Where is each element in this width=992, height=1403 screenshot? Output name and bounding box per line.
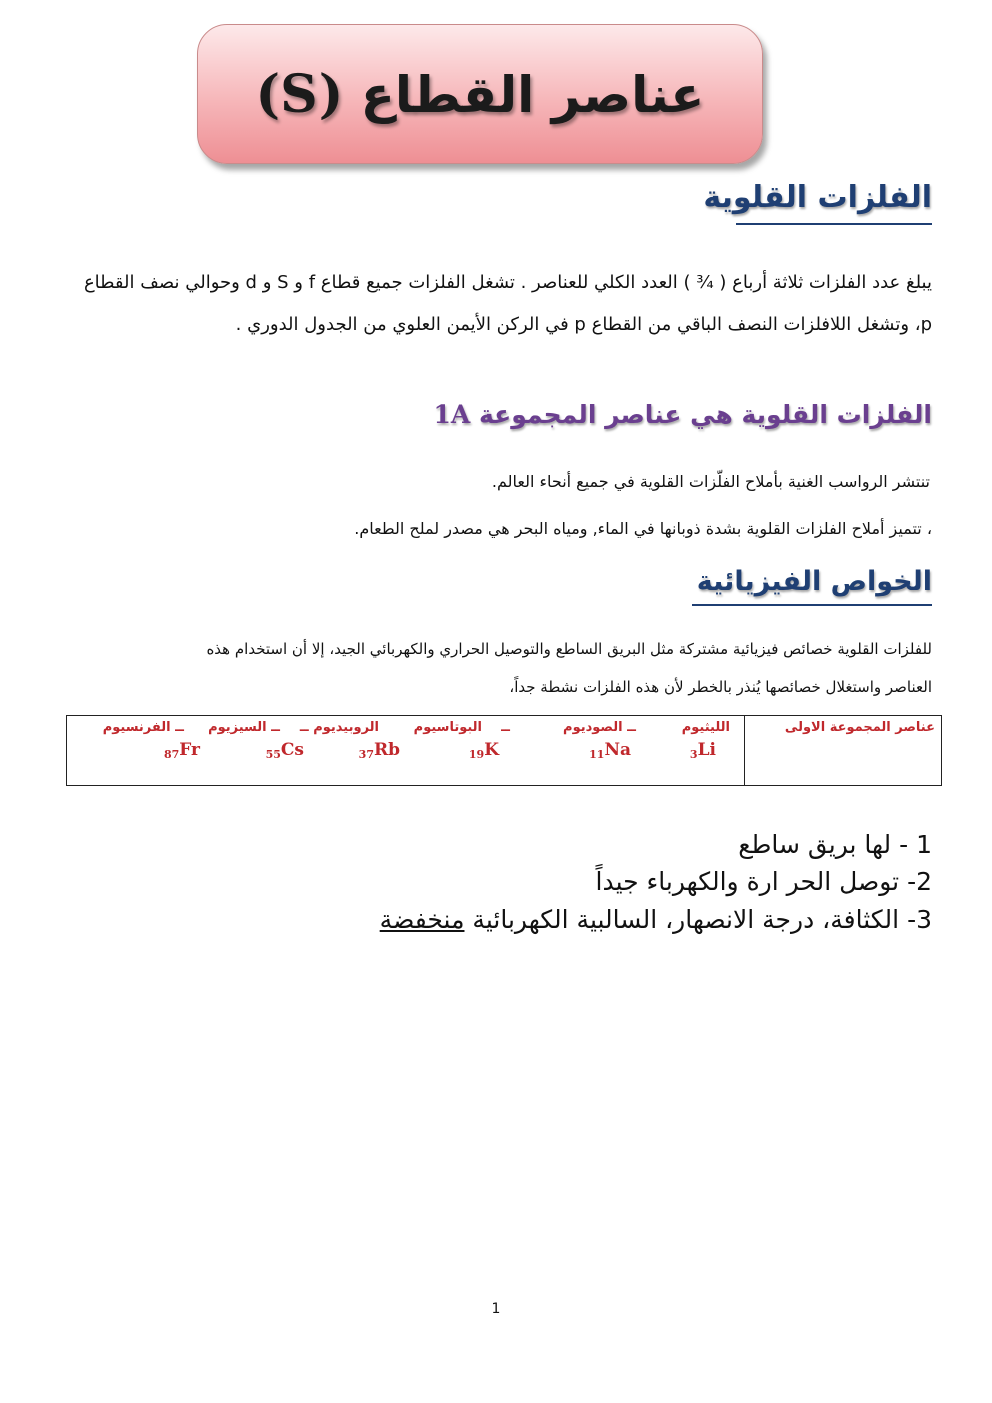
metals-intro-paragraph: يبلغ عدد الفلزات ثلاثة أرباع ( ¾ ) العدد الكلي للعناصر . تشغل الفلزات جميع قطاع f و S و d وحوالي نصف القطاع p، وتشغل اللافلزات النصف الباقي من القطاع p في الركن الأيمن العلوي من الجدول الدوري .	[83, 272, 932, 335]
physical-properties-line-1: للفلزات القلوية خصائص فيزيائية مشتركة مثل البريق الساطع والتوصيل الحراري والكهربائي الجيد، إلا أن استخدام هذه	[206, 640, 932, 658]
section-heading-physical-properties: الخواص الفيزيائية	[696, 566, 932, 597]
element-name: ــ الفرنسيوم	[102, 720, 184, 735]
element-symbol: $_{11}$Na	[589, 740, 631, 761]
section-heading-group-1a	[433, 400, 932, 429]
property-item: 3- الكثافة، درجة الانصهار، السالبية الكهربائية منخفضة	[379, 905, 932, 934]
underlined-word: منخفضة	[379, 905, 465, 934]
element-name: ــ	[501, 720, 510, 735]
element-name: البوتاسيوم	[413, 720, 482, 735]
group-heading-label: 1A	[433, 400, 471, 429]
element-name: ــ الصوديوم	[563, 720, 636, 735]
element-symbol: $_{19}$K	[468, 740, 499, 761]
element-symbol: $_{87}$Fr	[163, 740, 200, 761]
table-elements-cell	[67, 716, 745, 786]
physical-properties-paragraph	[62, 630, 932, 706]
section-heading-underline	[736, 223, 932, 225]
element-symbol: $_{37}$Rb	[358, 740, 400, 761]
group-1-elements-table	[66, 715, 942, 786]
group-heading-text: الفلزات القلوية هي عناصر المجموعة	[478, 400, 932, 429]
section-heading-alkali-metals: الفلزات القلوية	[703, 180, 932, 215]
page-title	[256, 64, 705, 125]
section-heading-underline	[692, 604, 932, 606]
element-name: الليثيوم	[681, 720, 730, 735]
property-item: 2- توصل الحر ارة والكهرباء جيداً	[595, 867, 932, 896]
element-name: ــ السيزيوم	[208, 720, 280, 735]
salt-solubility-line: ، تتميز أملاح الفلزات القلوية بشدة ذوبانها في الماء, ومياه البحر هي مصدر لملح الطعام.	[354, 519, 932, 538]
physical-properties-line-2: العناصر واستغلال خصائصها يُنذر بالخطر لأن هذه الفلزات نشطة جداً،	[509, 678, 932, 696]
element-name: الروبيديوم ــ	[299, 720, 379, 735]
salt-deposits-line: تنتشر الرواسب الغنية بأملاح الفلّزات القلوية في جميع أنحاء العالم.	[491, 472, 930, 491]
element-symbol: $_3$Li	[689, 740, 716, 761]
title-main: عناصر القطاع	[360, 65, 705, 124]
element-symbol: $_{55}$Cs	[265, 740, 304, 761]
table-header-cell: عناصر المجموعة الاولى	[745, 716, 942, 786]
property-item: 1 - لها بريق ساطع	[738, 830, 932, 859]
page-number: 1	[491, 1301, 501, 1317]
title-banner	[197, 24, 763, 164]
title-block-letter: (S)	[255, 63, 344, 125]
